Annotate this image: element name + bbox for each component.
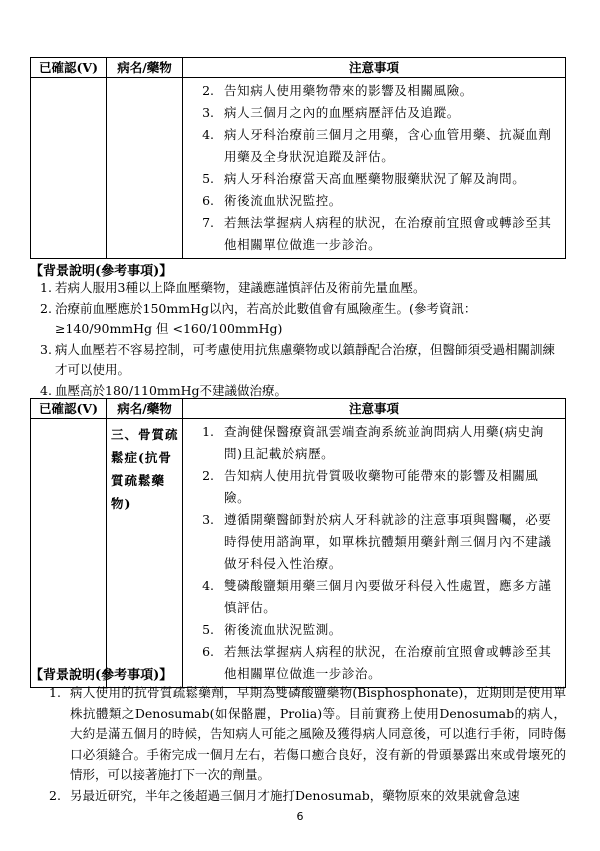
confirm-cell[interactable] (31, 78, 107, 259)
page-number: 6 (296, 810, 304, 823)
list-item: 2. 告知病人使用藥物帶來的影響及相關風險。 (202, 83, 473, 98)
list-item: 4. 雙磷酸鹽類用藥三個月內要做牙科侵入性處置，應多方謹慎評估。 (202, 578, 552, 615)
header-precautions: 注意事項 (183, 399, 566, 419)
list-item: 5. 病人牙科治療當天高血壓藥物服藥狀況了解及詢問。 (202, 171, 526, 186)
list-item: 2. 治療前血壓應於150mmHg以內，若高於此數值會有風險產生。(參考資訊：≥140/90mmHg 但 <160/100mmHg) (40, 300, 477, 336)
list-item: 4. 病人牙科治療前三個月之用藥，含心血管用藥、抗凝血劑用藥及全身狀況追蹤及評估。 (202, 127, 552, 164)
precautions-cell (183, 419, 566, 688)
list-item: 4. 血壓高於180/110mmHg不建議做治療。 (40, 382, 288, 398)
list-item: 7. 若無法掌握病人病程的狀況，在治療前宜照會或轉診至其他相關單位做進一步診治。 (202, 215, 552, 252)
list-item: 3. 遵循開藥醫師對於病人牙科就診的注意事項與醫囑，必要時得使用諮詢單，如單株抗體類用藥針劑三個月內不建議做牙科侵入性治療。 (202, 512, 552, 571)
list-item: 5. 術後流血狀況監測。 (202, 622, 342, 637)
confirm-cell[interactable] (31, 419, 107, 688)
list-item: 3. 病人血壓若不容易控制，可考慮使用抗焦慮藥物或以鎮靜配合治療，但醫師須受過相關訓練才可以使用。 (40, 341, 556, 377)
table-header-row (31, 58, 566, 78)
precautions-cell (183, 78, 566, 259)
list-item: 2. 另最近研究，半年之後超過三個月才施打Denosumab，藥物原來的效果就會急速 (49, 787, 520, 803)
checklist-table-2 (30, 398, 566, 688)
background-heading-2: 【背景說明(參考事項)】 (30, 668, 173, 683)
table-row (31, 78, 566, 259)
list-item: 1. 若病人服用3種以上降血壓藥物，建議應謹慎評估及術前先量血壓。 (40, 280, 426, 295)
header-disease-drug: 病名/藥物 (107, 58, 183, 78)
list-item: 6. 若無法掌握病人病程的狀況，在治療前宜照會或轉診至其他相關單位做進一步診治。 (202, 644, 552, 681)
list-item: 1. 病人使用的抗骨質疏鬆藥劑，早期為雙磷酸鹽藥物(Bisphosphonate)，近期則是使用單株抗體類之Denosumab(如保骼麗，Prolia)等。目前實務上使用Denosumab的病人，大約是滿五個月的時候，告知病人可能之風險及獲得病人同意後，可以進行手術，同時傷口必須縫合。手術完成一個月左右，若傷口癒合良好，沒有新的骨頭暴露出來或骨壞死的情形，可以接著施打下一次的劑量。 (49, 685, 566, 782)
list-item: 3. 病人三個月之內的血壓病歷評估及追蹤。 (202, 105, 460, 120)
background-list-2 (40, 683, 566, 806)
category-cell: 三、骨質疏鬆症(抗骨質疏鬆藥物) (107, 419, 183, 688)
list-item: 1. 查詢健保醫療資訊雲端查詢系統並詢問病人用藥(病史詢問)且記載於病歷。 (202, 424, 544, 461)
checklist-table-1 (30, 57, 566, 259)
header-confirmed: 已確認(V) (31, 58, 107, 78)
table-row (31, 419, 566, 688)
header-confirmed: 已確認(V) (31, 399, 107, 419)
background-heading-1: 【背景說明(參考事項)】 (30, 264, 173, 279)
list-item: 2. 告知病人使用抗骨質吸收藥物可能帶來的影響及相關風險。 (202, 468, 539, 505)
list-item: 6. 術後流血狀況監控。 (202, 193, 342, 208)
category-cell (107, 78, 183, 259)
header-disease-drug: 病名/藥物 (107, 399, 183, 419)
table-header-row (31, 399, 566, 419)
header-precautions: 注意事項 (183, 58, 566, 78)
background-list-1 (40, 278, 566, 401)
